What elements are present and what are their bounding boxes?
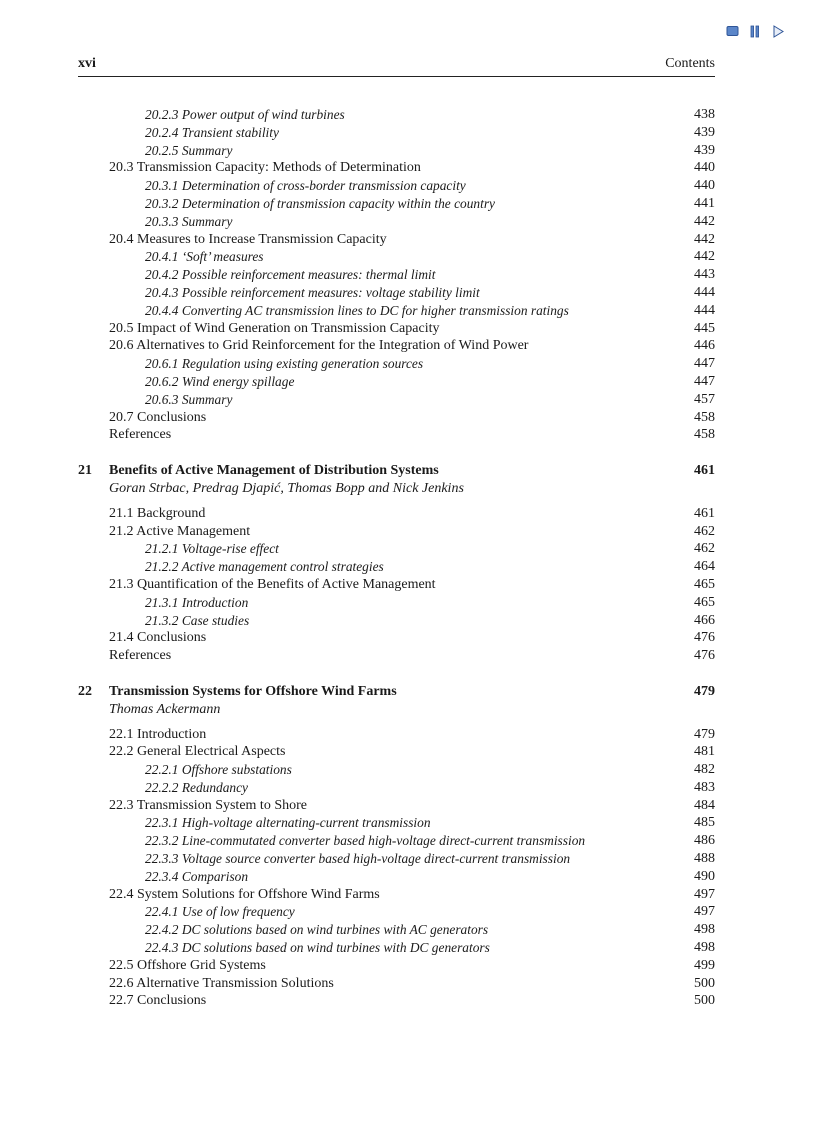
toc-subsection-entry[interactable]: [78, 761, 715, 779]
viewer-controls: [725, 24, 785, 38]
toc-section-entry[interactable]: [78, 505, 715, 523]
toc-section-entry[interactable]: [78, 320, 715, 338]
toc-page-number: 461: [694, 463, 715, 479]
toc-section-entry[interactable]: [78, 743, 715, 761]
toc-page-number: 442: [694, 213, 715, 229]
toc-authors-line: [78, 701, 715, 719]
toc-subsection-entry[interactable]: [78, 284, 715, 302]
toc-entry-title: 22.2.2 Redundancy: [145, 779, 249, 795]
toc-page-number: 476: [694, 630, 715, 646]
toc-section-entry[interactable]: [78, 975, 715, 993]
running-title: Contents: [665, 56, 715, 71]
toc-page-number: 447: [694, 356, 715, 372]
toc-subsection-entry[interactable]: [78, 106, 715, 124]
toc-entry-title: 21.3.1 Introduction: [145, 594, 249, 610]
toc-page-number: 442: [694, 231, 715, 247]
toc-entry-title: 22.3 Transmission System to Shore: [109, 797, 307, 813]
toc-entry-title: 22.3.3 Voltage source converter based high-voltage direct-current transmission: [145, 851, 571, 867]
toc-page-number: 444: [694, 302, 715, 318]
toc-section-entry[interactable]: [78, 523, 715, 541]
toc-entry-title: 20.3.3 Summary: [145, 213, 233, 229]
toc-chapter-entry[interactable]: [78, 683, 715, 701]
toc-subsection-entry[interactable]: [78, 142, 715, 160]
toc-entry-title: 20.4.4 Converting AC transmission lines to DC for higher transmission ratings: [145, 302, 569, 318]
page-number: xvi: [78, 56, 96, 71]
toc-subsection-entry[interactable]: [78, 814, 715, 832]
toc-subsection-entry[interactable]: [78, 124, 715, 142]
toc-entry-title: Goran Strbac, Predrag Djapić, Thomas Bopp and Nick Jenkins: [109, 480, 464, 496]
toc-section-entry[interactable]: [78, 957, 715, 975]
pause-icon[interactable]: [748, 24, 762, 38]
toc-page-number: 479: [694, 683, 715, 699]
toc-subsection-entry[interactable]: [78, 939, 715, 957]
toc-subsection-entry[interactable]: [78, 921, 715, 939]
toc-entry-title: 22.4.1 Use of low frequency: [145, 904, 295, 920]
toc-entry-title: References: [109, 648, 172, 664]
toc-page-number: 458: [694, 427, 715, 443]
toc-entry-title: 20.4.1 ‘Soft’ measures: [145, 249, 264, 265]
toc-entry-title: 22.3.1 High-voltage alternating-current transmission: [145, 815, 431, 831]
toc-entry-title: 22.4.3 DC solutions based on wind turbines with DC generators: [145, 940, 490, 956]
toc-entry-title: 20.2.5 Summary: [145, 142, 233, 158]
toc-section-entry[interactable]: [78, 992, 715, 1010]
toc-entry-title: 21.3 Quantification of the Benefits of Active Management: [109, 576, 436, 592]
toc-entry-title: Benefits of Active Management of Distribution Systems: [109, 463, 439, 479]
toc-subsection-entry[interactable]: [78, 302, 715, 320]
toc-entry-title: 20.2.4 Transient stability: [145, 124, 279, 140]
toc-section-entry[interactable]: [78, 337, 715, 355]
toc-section-entry[interactable]: [78, 426, 715, 444]
toc-entry-title: 20.5 Impact of Wind Generation on Transmission Capacity: [109, 320, 440, 336]
toc-entry-title: 22.4 System Solutions for Offshore Wind Farms: [109, 886, 380, 902]
toc-section-entry[interactable]: [78, 886, 715, 904]
toc-page-number: 440: [694, 178, 715, 194]
toc-authors-line: [78, 480, 715, 498]
toc-page-number: 490: [694, 868, 715, 884]
toc-page-number: 442: [694, 249, 715, 265]
toc-page-number: 466: [694, 612, 715, 628]
toc-subsection-entry[interactable]: [78, 850, 715, 868]
stop-icon[interactable]: [725, 24, 739, 38]
toc-page-number: 500: [694, 993, 715, 1009]
toc-page-number: 447: [694, 373, 715, 389]
toc-entry-title: 20.4.2 Possible reinforcement measures: thermal limit: [145, 267, 436, 283]
toc-subsection-entry[interactable]: [78, 779, 715, 797]
toc-page-number: 439: [694, 142, 715, 158]
toc-page-number: 481: [694, 744, 715, 760]
toc-page-number: 441: [694, 195, 715, 211]
toc-page-number: 444: [694, 284, 715, 300]
toc-entry-title: 20.3.1 Determination of cross-border transmission capacity: [145, 178, 466, 194]
toc-section-entry[interactable]: [78, 409, 715, 427]
toc-entry-title: 20.3 Transmission Capacity: Methods of Determination: [109, 160, 421, 176]
running-header: [78, 56, 715, 77]
toc-entry-title: 22.3.2 Line-commutated converter based high-voltage direct-current transmission: [145, 833, 586, 849]
toc-section-entry[interactable]: [78, 797, 715, 815]
toc-page-number: 445: [694, 320, 715, 336]
toc-subsection-entry[interactable]: [78, 248, 715, 266]
toc-entry-title: 20.4 Measures to Increase Transmission Capacity: [109, 231, 387, 247]
toc-chapter-entry[interactable]: [78, 462, 715, 480]
toc-subsection-entry[interactable]: [78, 832, 715, 850]
play-icon[interactable]: [771, 24, 785, 38]
toc-page-number: 446: [694, 338, 715, 354]
toc-entry-title: 21.2.2 Active management control strategies: [145, 559, 384, 575]
toc-page-number: 457: [694, 391, 715, 407]
toc-page-number: 482: [694, 762, 715, 778]
toc-entry-title: 22.1 Introduction: [109, 726, 207, 742]
toc-entry-title: 21.4 Conclusions: [109, 630, 207, 646]
toc-page-number: 479: [694, 726, 715, 742]
chapter-number: 21: [78, 463, 92, 479]
toc-page-number: 498: [694, 940, 715, 956]
toc-subsection-entry[interactable]: [78, 558, 715, 576]
toc-subsection-entry[interactable]: [78, 391, 715, 409]
toc-entry-title: References: [109, 427, 172, 443]
toc-page-number: 440: [694, 160, 715, 176]
toc-page-number: 485: [694, 815, 715, 831]
toc-subsection-entry[interactable]: [78, 266, 715, 284]
toc-page-number: 497: [694, 886, 715, 902]
toc-entry-title: 21.2 Active Management: [109, 523, 251, 539]
toc-page-number: 483: [694, 779, 715, 795]
toc-entry-title: 22.7 Conclusions: [109, 993, 207, 1009]
toc-page-number: 439: [694, 124, 715, 140]
toc-page-number: 438: [694, 107, 715, 122]
toc-entry-title: 22.5 Offshore Grid Systems: [109, 957, 266, 973]
toc-subsection-entry[interactable]: [78, 868, 715, 886]
toc-page-number: 462: [694, 541, 715, 557]
toc-page-number: 465: [694, 576, 715, 592]
table-of-contents: [78, 106, 715, 1010]
toc-page-number: 443: [694, 267, 715, 283]
toc-entry-title: 22.2.1 Offshore substations: [145, 762, 292, 778]
toc-page-number: 498: [694, 922, 715, 938]
toc-subsection-entry[interactable]: [78, 195, 715, 213]
toc-section-entry[interactable]: [78, 726, 715, 744]
toc-page-number: 464: [694, 559, 715, 575]
toc-page-number: 484: [694, 797, 715, 813]
toc-entry-title: 20.3.2 Determination of transmission capacity within the country: [145, 195, 495, 211]
toc-entry-title: 20.4.3 Possible reinforcement measures: voltage stability limit: [145, 284, 480, 300]
toc-section-entry[interactable]: [78, 629, 715, 647]
toc-entry-title: 20.2.3 Power output of wind turbines: [145, 107, 345, 122]
toc-subsection-entry[interactable]: [78, 612, 715, 630]
toc-entry-title: 22.4.2 DC solutions based on wind turbines with AC generators: [145, 922, 489, 938]
toc-entry-title: 21.1 Background: [109, 505, 206, 521]
toc-subsection-entry[interactable]: [78, 594, 715, 612]
toc-page-number: 461: [694, 505, 715, 521]
chapter-number: 22: [78, 683, 92, 699]
toc-section-entry[interactable]: [78, 647, 715, 665]
toc-page-number: 500: [694, 975, 715, 991]
toc-entry-title: 20.6 Alternatives to Grid Reinforcement for the Integration of Wind Power: [109, 338, 529, 354]
toc-section-entry[interactable]: [78, 231, 715, 249]
toc-page-number: 497: [694, 904, 715, 920]
toc-entry-title: 22.3.4 Comparison: [145, 868, 249, 884]
toc-entry-title: 20.7 Conclusions: [109, 409, 207, 425]
toc-page-number: 486: [694, 833, 715, 849]
toc-subsection-entry[interactable]: [78, 903, 715, 921]
toc-page-number: 458: [694, 409, 715, 425]
toc-subsection-entry[interactable]: [78, 373, 715, 391]
toc-entry-title: Transmission Systems for Offshore Wind Farms: [109, 683, 397, 699]
toc-entry-title: 20.6.1 Regulation using existing generation sources: [145, 356, 424, 372]
toc-subsection-entry[interactable]: [78, 213, 715, 231]
toc-entry-title: 21.2.1 Voltage-rise effect: [145, 541, 279, 557]
toc-page-number: 499: [694, 957, 715, 973]
toc-subsection-entry[interactable]: [78, 355, 715, 373]
toc-entry-title: 22.6 Alternative Transmission Solutions: [109, 975, 334, 991]
toc-subsection-entry[interactable]: [78, 177, 715, 195]
toc-entry-title: 20.6.3 Summary: [145, 391, 233, 407]
toc-subsection-entry[interactable]: [78, 540, 715, 558]
toc-section-entry[interactable]: [78, 576, 715, 594]
toc-entry-title: 20.6.2 Wind energy spillage: [145, 373, 295, 389]
toc-entry-title: 22.2 General Electrical Aspects: [109, 744, 286, 760]
toc-page-number: 476: [694, 648, 715, 664]
toc-entry-title: Thomas Ackermann: [109, 701, 221, 717]
toc-page-number: 488: [694, 851, 715, 867]
toc-section-entry[interactable]: [78, 159, 715, 177]
toc-page-number: 465: [694, 594, 715, 610]
toc-page-number: 462: [694, 523, 715, 539]
toc-entry-title: 21.3.2 Case studies: [145, 612, 250, 628]
